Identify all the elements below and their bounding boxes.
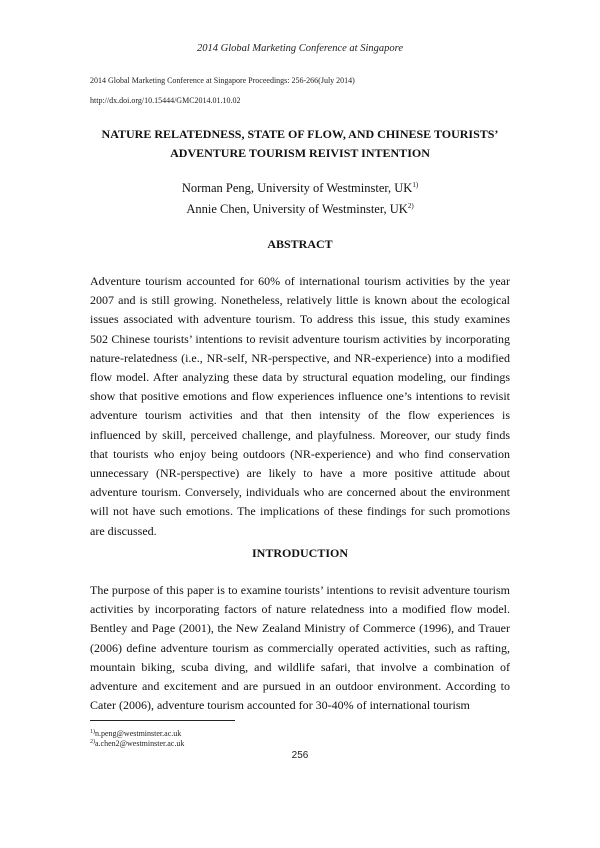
running-head: 2014 Global Marketing Conference at Singapore bbox=[197, 43, 403, 54]
footnote-2 bbox=[90, 739, 184, 748]
author-1-footnote-mark: 1) bbox=[412, 181, 419, 189]
abstract-body: Adventure tourism accounted for 60% of international tourism activities by the year 2007 and is still growing. Nonetheless, relatively little is known about the ecological issues associated with adventure tourism. To address this issue, this study examines 502 Chinese tourists’ intentions to revisit adventure tourism activities by incorporating nature-relatedness (i.e., NR-self, NR-perspective, and NR-experience) into a modified flow model. After analyzing these data by structural equation modeling, our findings show that positive emotions and flow experiences influence one’s intentions to revisit adventure tourism activities and that then intensity of the flow experiences is influenced by skill, perceived challenge, and playfulness. Moreover, our study finds that tourists who enjoy being outdoors (NR-experience) and who find conservation unnecessary (NR-perspective) are likely to have a more positive attitude about adventure tourism. Conversely, individuals who are concerned about the environment will not have such emotions. The implications of these findings for such promotions are discussed. bbox=[90, 274, 510, 538]
footnote-2-mark: 2) bbox=[90, 739, 95, 745]
footnote-1-email[interactable]: n.peng@westminster.ac.uk bbox=[95, 729, 182, 738]
page-number: 256 bbox=[291, 750, 309, 761]
author-2 bbox=[0, 202, 600, 217]
introduction-body: The purpose of this paper is to examine tourists’ intentions to revisit adventure tourism activities by incorporating factors of nature relatedness into a modified flow model. Bentley and Page (2001), the New Zealand Ministry of Commerce (1996), and Trauer (2006) define adventure tourism as commercially operated activities, such as rafting, mountain biking, scuba diving, and wildlife safari, that involve a combination of adventure and excitement and are pursued in an outdoor environment. According to Cater (2006), adventure tourism accounted for 30-40% of international tourism bbox=[90, 583, 510, 713]
author-2-footnote-mark: 2) bbox=[407, 202, 414, 210]
title-line-2: ADVENTURE TOURISM REIVIST INTENTION bbox=[170, 146, 430, 160]
abstract-heading: ABSTRACT bbox=[267, 237, 333, 251]
doi-link[interactable]: http://dx.doi.org/10.15444/GMC2014.01.10.02 bbox=[90, 96, 241, 105]
footnote-1 bbox=[90, 729, 181, 738]
footnote-2-email[interactable]: a.chen2@westminster.ac.uk bbox=[95, 739, 185, 748]
author-2-name: Annie Chen, University of Westminster, UK bbox=[186, 202, 408, 216]
footnote-1-mark: 1) bbox=[90, 729, 95, 735]
author-1 bbox=[0, 181, 600, 196]
author-1-name: Norman Peng, University of Westminster, UK bbox=[181, 181, 413, 195]
proceedings-citation: 2014 Global Marketing Conference at Singapore Proceedings: 256-266(July 2014) bbox=[90, 76, 355, 85]
title-line-1: NATURE RELATEDNESS, STATE OF FLOW, AND CHINESE TOURISTS’ bbox=[101, 127, 499, 141]
introduction-heading: INTRODUCTION bbox=[251, 546, 348, 560]
paper-title bbox=[60, 125, 540, 163]
footnote-divider bbox=[90, 720, 235, 721]
